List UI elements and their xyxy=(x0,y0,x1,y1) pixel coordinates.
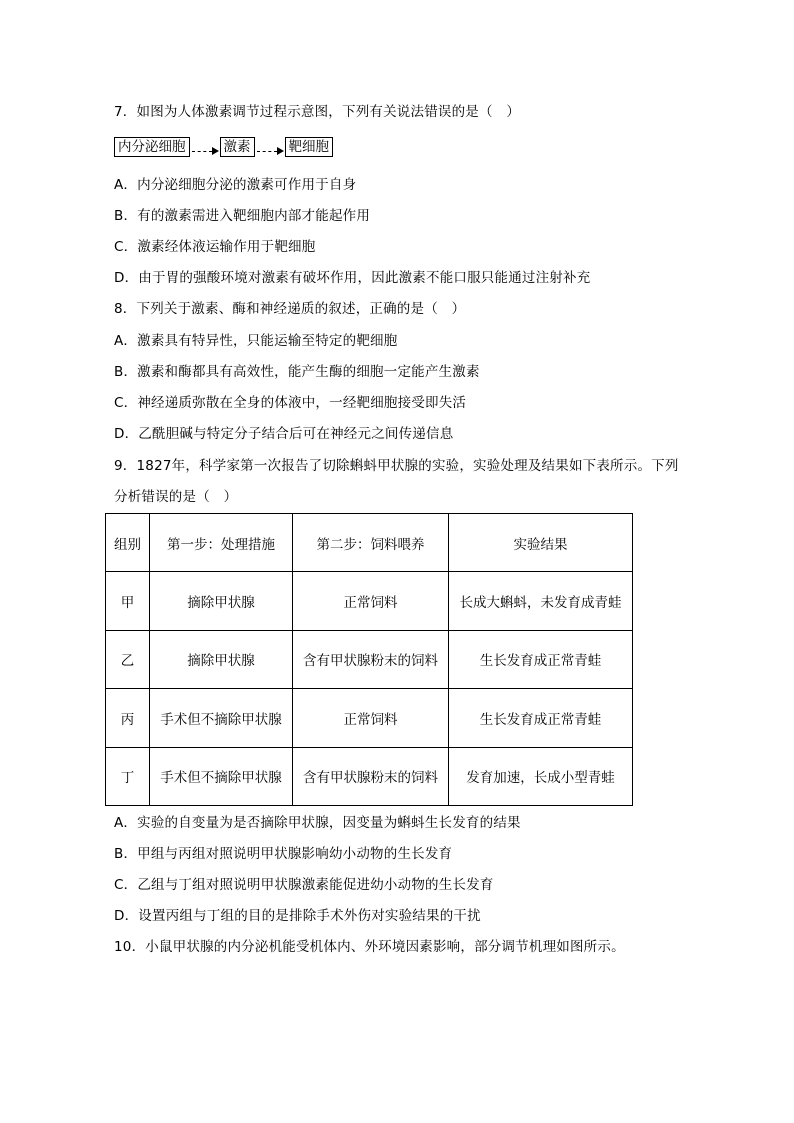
q7-flow-diagram xyxy=(114,136,333,158)
target-cell-box: 靶细胞 xyxy=(285,137,334,157)
q8-option-a: A．激素具有特异性，只能运输至特定的靶细胞 xyxy=(114,333,398,349)
table-cell: 发育加速，长成小型青蛙 xyxy=(449,747,633,805)
table-cell: 手术但不摘除甲状腺 xyxy=(150,689,293,747)
q7-stem: 7．如图为人体激素调节过程示意图，下列有关说法错误的是（ ） xyxy=(114,104,521,120)
q8-stem: 8．下列关于激素、酶和神经递质的叙述，正确的是（ ） xyxy=(114,301,466,317)
table-cell: 正常饲料 xyxy=(293,689,449,747)
table-cell: 摘除甲状腺 xyxy=(150,572,293,630)
table-row xyxy=(106,689,633,747)
table-cell: 丙 xyxy=(106,689,150,747)
table-header-cell: 实验结果 xyxy=(449,514,633,572)
q9-option-a: A．实验的自变量为是否摘除甲状腺，因变量为蝌蚪生长发育的结果 xyxy=(114,815,521,831)
experiment-table xyxy=(105,513,633,806)
table-header-cell: 第二步：饲料喂养 xyxy=(293,514,449,572)
table-header-cell: 第一步：处理措施 xyxy=(150,514,293,572)
table-row xyxy=(106,747,633,805)
q8-option-c: C．神经递质弥散在全身的体液中，一经靶细胞接受即失活 xyxy=(114,395,467,411)
table-cell: 正常饲料 xyxy=(293,572,449,630)
table-cell: 生长发育成正常青蛙 xyxy=(449,689,633,747)
q9-option-d: D．设置丙组与丁组的目的是排除手术外伤对实验结果的干扰 xyxy=(114,908,481,924)
table-row xyxy=(106,572,633,630)
hormone-box: 激素 xyxy=(220,137,255,157)
q7-option-d: D．由于胃的强酸环境对激素有破坏作用，因此激素不能口服只能通过注射补充 xyxy=(114,270,591,286)
dashed-arrow-icon xyxy=(255,138,285,156)
table-header-row xyxy=(106,514,633,572)
endocrine-cell-box: 内分泌细胞 xyxy=(114,137,190,157)
q8-option-b: B．激素和酶都具有高效性，能产生酶的细胞一定能产生激素 xyxy=(114,364,480,380)
table-cell: 乙 xyxy=(106,630,150,688)
q10-stem: 10．小鼠甲状腺的内分泌机能受机体内、外环境因素影响，部分调节机理如图所示。 xyxy=(114,939,625,955)
table-cell: 手术但不摘除甲状腺 xyxy=(150,747,293,805)
q8-option-d: D．乙酰胆碱与特定分子结合后可在神经元之间传递信息 xyxy=(114,426,454,442)
table-cell: 甲 xyxy=(106,572,150,630)
table-cell: 丁 xyxy=(106,747,150,805)
table-cell: 含有甲状腺粉末的饲料 xyxy=(293,747,449,805)
q7-option-c: C．激素经体液运输作用于靶细胞 xyxy=(114,239,316,255)
q7-option-a: A．内分泌细胞分泌的激素可作用于自身 xyxy=(114,177,357,193)
q9-stem-line2: 分析错误的是（ ） xyxy=(114,489,238,505)
dashed-arrow-icon xyxy=(190,138,220,156)
table-cell: 生长发育成正常青蛙 xyxy=(449,630,633,688)
q9-option-b: B．甲组与丙组对照说明甲状腺影响幼小动物的生长发育 xyxy=(114,846,453,862)
table-row xyxy=(106,630,633,688)
q7-option-b: B．有的激素需进入靶细胞内部才能起作用 xyxy=(114,208,371,224)
table-cell: 含有甲状腺粉末的饲料 xyxy=(293,630,449,688)
q9-stem-line1: 9．1827年，科学家第一次报告了切除蝌蚪甲状腺的实验，实验处理及结果如下表所示。下列 xyxy=(114,458,679,474)
q9-option-c: C．乙组与丁组对照说明甲状腺激素能促进幼小动物的生长发育 xyxy=(114,877,494,893)
table-cell: 长成大蝌蚪，未发育成青蛙 xyxy=(449,572,633,630)
table-cell: 摘除甲状腺 xyxy=(150,630,293,688)
table-header-cell: 组别 xyxy=(106,514,150,572)
